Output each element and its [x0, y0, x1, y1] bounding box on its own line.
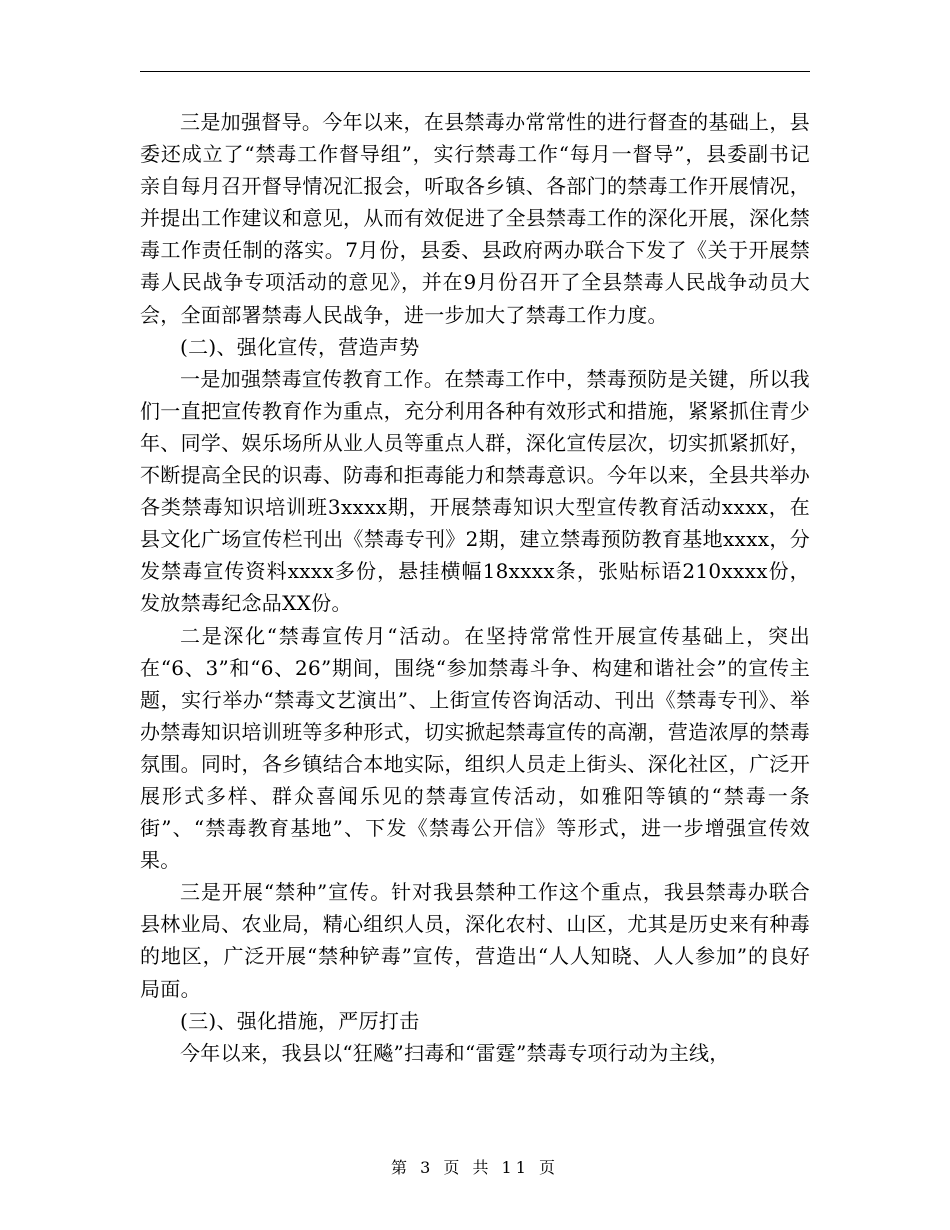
paragraph-supervision: 三是加强督导。今年以来，在县禁毒办常常性的进行督查的基础上，县委还成立了“禁毒工作督导组”，实行禁毒工作“每月一督导”，县委副书记亲自每月召开督导情况汇报会，听取各乡镇、各部门的禁毒工作开展情况，并提出工作建议和意见，从而有效促进了全县禁毒工作的深化开展，深化禁毒工作责任制的落实。7月份，县委、县政府两办联合下发了《关于开展禁毒人民战争专项活动的意见》，并在9月份召开了全县禁毒人民战争动员大会，全面部署禁毒人民战争，进一步加大了禁毒工作力度。 [140, 110, 810, 327]
paragraph-publicity-month: 二是深化“禁毒宣传月“活动。在坚持常常性开展宣传基础上，突出在“6、3”和“6、26”期间，围绕“参加禁毒斗争、构建和谐社会”的宣传主题，实行举办“禁毒文艺演出”、上街宣传咨询活动、刊出《禁毒专刊》、举办禁毒知识培训班等多种形式，切实掀起禁毒宣传的高潮，营造浓厚的禁毒氛围。同时，各乡镇结合本地实际，组织人员走上街头、深化社区，广泛开展形式多样、群众喜闻乐见的禁毒宣传活动，如雅阳等镇的“禁毒一条街”、“禁毒教育基地”、下发《禁毒公开信》等形式，进一步增强宣传效果。 [140, 623, 810, 873]
paragraph-planting-ban: 三是开展“禁种”宣传。针对我县禁种工作这个重点，我县禁毒办联合县林业局、农业局，精心组织人员，深化农村、山区，尤其是历史来有种毒的地区，广泛开展“禁种铲毒”宣传，营造出“人人知晓、人人参加”的良好局面。 [140, 880, 810, 1001]
header-rule [140, 71, 810, 72]
document-body [140, 106, 810, 1069]
section-heading-publicity: (二)、强化宣传，营造声势 [180, 334, 420, 359]
paragraph-crackdown: 今年以来，我县以“狂飚”扫毒和“雷霆”禁毒专项行动为主线， [180, 1040, 730, 1065]
page-number-footer: 第 3 页 共 11 页 [391, 1158, 559, 1177]
section-heading-measures: (三)、强化措施，严厉打击 [180, 1008, 420, 1033]
paragraph-education: 一是加强禁毒宣传教育工作。在禁毒工作中，禁毒预防是关键，所以我们一直把宣传教育作为重点，充分利用各种有效形式和措施，紧紧抓住青少年、同学、娱乐场所从业人员等重点人群，深化宣传层次，切实抓紧抓好，不断提高全民的识毒、防毒和拒毒能力和禁毒意识。今年以来，全县共举办各类禁毒知识培训班3xxxx期，开展禁毒知识大型宣传教育活动xxxx，在县文化广场宣传栏刊出《禁毒专刊》2期，建立禁毒预防教育基地xxxx，分发禁毒宣传资料xxxx多份，悬挂横幅18xxxx条，张贴标语210xxxx份，发放禁毒纪念品XX份。 [140, 366, 810, 616]
